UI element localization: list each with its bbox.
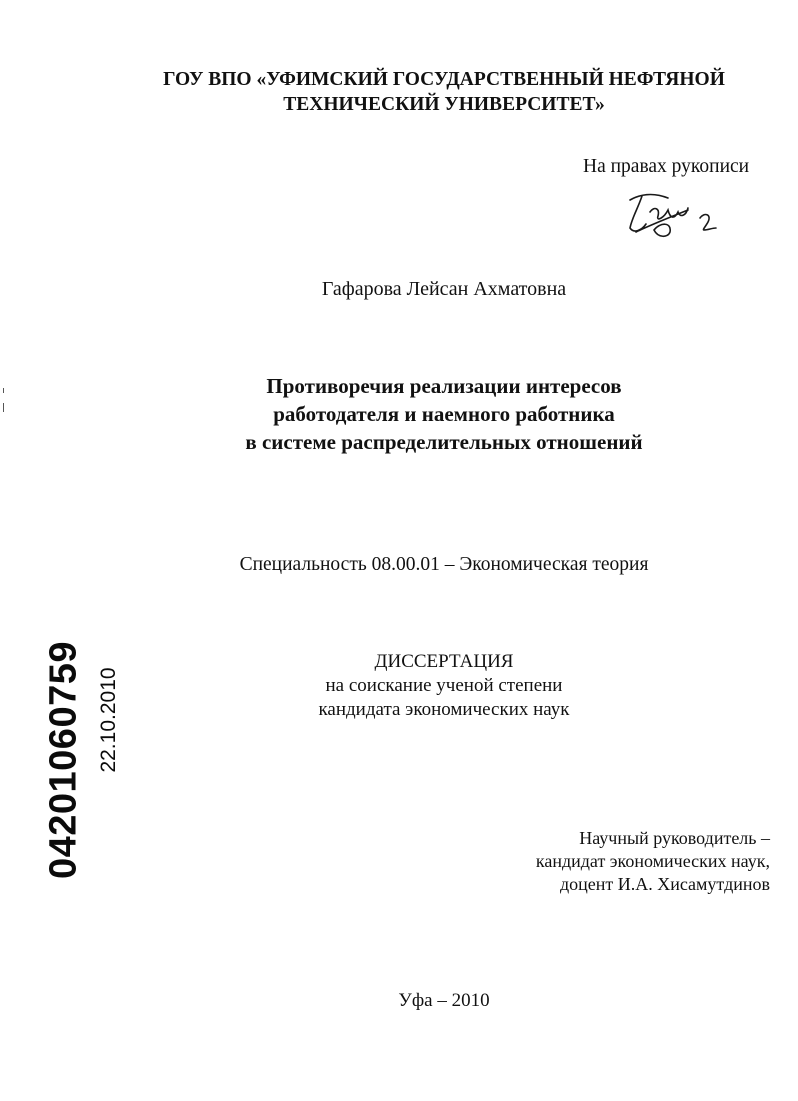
title-line-1: Противоречия реализации интересов <box>266 374 622 398</box>
stamp-date: 22.10.2010 <box>97 667 120 773</box>
degree-line-1: на соискание ученой степени <box>325 675 563 696</box>
author-name: Гафарова Лейсан Ахматовна <box>321 278 567 300</box>
institution-line-1: ГОУ ВПО «УФИМСКИЙ ГОСУДАРСТВЕННЫЙ НЕФТЯНОЙ <box>163 69 725 90</box>
supervisor-line-2: кандидат экономических наук, <box>535 851 770 871</box>
city-year: Уфа – 2010 <box>398 990 490 1011</box>
title-line-2: работодателя и наемного работника <box>273 402 615 426</box>
supervisor-line-1: Научный руководитель – <box>579 828 770 848</box>
handwritten-signature <box>624 188 724 242</box>
dissertation-type <box>45 650 798 722</box>
scientific-supervisor <box>536 827 770 896</box>
title-line-3: в системе распределительных отношений <box>245 430 643 454</box>
degree-line-2: кандидата экономических наук <box>318 699 570 720</box>
dissertation-title <box>45 372 798 456</box>
scan-mark <box>3 388 4 393</box>
institution-name <box>45 67 798 117</box>
scan-mark <box>3 403 4 412</box>
library-stamp <box>24 641 120 879</box>
stamp-number: 04201060759 <box>42 641 85 879</box>
dissertation-heading: ДИССЕРТАЦИЯ <box>374 651 514 672</box>
supervisor-line-3: доцент И.А. Хисамутдинов <box>559 874 770 894</box>
institution-line-2: ТЕХНИЧЕСКИЙ УНИВЕРСИТЕТ» <box>283 94 605 115</box>
specialty: Специальность 08.00.01 – Экономическая теория <box>239 554 649 575</box>
manuscript-rights-note: На правах рукописи <box>583 156 750 177</box>
